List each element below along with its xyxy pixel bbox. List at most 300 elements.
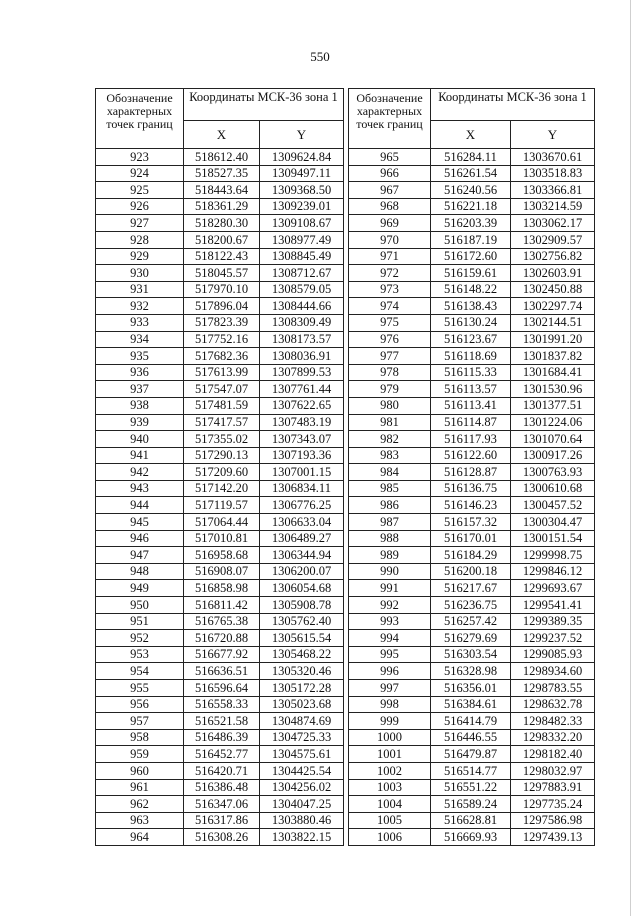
point-number-cell: 977 [349, 348, 431, 365]
table-row [96, 597, 344, 614]
x-coordinate-cell: 516479.87 [431, 746, 511, 763]
table-row [349, 348, 595, 365]
table-row [349, 397, 595, 414]
x-coordinate-cell: 516303.54 [431, 646, 511, 663]
x-coordinate-cell: 517064.44 [184, 514, 260, 531]
x-coordinate-cell: 516221.18 [431, 198, 511, 215]
table-row [349, 729, 595, 746]
point-number-cell: 954 [96, 663, 184, 680]
y-coordinate-cell: 1301070.64 [511, 431, 595, 448]
x-coordinate-cell: 516720.88 [184, 630, 260, 647]
x-coordinate-cell: 517481.59 [184, 397, 260, 414]
x-coordinate-cell: 517355.02 [184, 431, 260, 448]
table-row [349, 414, 595, 431]
point-number-cell: 956 [96, 696, 184, 713]
x-coordinate-cell: 516386.48 [184, 779, 260, 796]
point-number-cell: 990 [349, 563, 431, 580]
table-row [349, 198, 595, 215]
point-number-cell: 1000 [349, 729, 431, 746]
table-row [96, 314, 344, 331]
point-column-header: Обозначение характерных точек границ [349, 89, 431, 149]
table-row [349, 713, 595, 730]
point-number-cell: 1006 [349, 829, 431, 846]
x-coordinate-cell: 516113.57 [431, 381, 511, 398]
y-coordinate-cell: 1307193.36 [260, 447, 344, 464]
table-row [349, 381, 595, 398]
point-number-cell: 969 [349, 215, 431, 232]
point-number-cell: 937 [96, 381, 184, 398]
x-coordinate-cell: 516317.86 [184, 812, 260, 829]
point-number-cell: 962 [96, 796, 184, 813]
table-row [96, 198, 344, 215]
x-column-header: X [184, 121, 260, 149]
y-coordinate-cell: 1302909.57 [511, 231, 595, 248]
point-number-cell: 936 [96, 364, 184, 381]
y-coordinate-cell: 1303822.15 [260, 829, 344, 846]
table-row [349, 796, 595, 813]
table-row [96, 514, 344, 531]
table-row [349, 663, 595, 680]
y-coordinate-cell: 1304425.54 [260, 762, 344, 779]
y-coordinate-cell: 1300763.93 [511, 464, 595, 481]
point-number-cell: 948 [96, 563, 184, 580]
y-coordinate-cell: 1303366.81 [511, 182, 595, 199]
y-coordinate-cell: 1304874.69 [260, 713, 344, 730]
table-row [96, 713, 344, 730]
y-coordinate-cell: 1302297.74 [511, 298, 595, 315]
table-row [349, 580, 595, 597]
y-coordinate-cell: 1302144.51 [511, 314, 595, 331]
table-row [96, 530, 344, 547]
table-row [349, 812, 595, 829]
y-coordinate-cell: 1308309.49 [260, 314, 344, 331]
y-coordinate-cell: 1306633.04 [260, 514, 344, 531]
point-number-cell: 955 [96, 680, 184, 697]
table-row [96, 149, 344, 166]
table-row [96, 431, 344, 448]
table-row [96, 348, 344, 365]
x-coordinate-cell: 516279.69 [431, 630, 511, 647]
point-number-cell: 958 [96, 729, 184, 746]
y-coordinate-cell: 1305320.46 [260, 663, 344, 680]
point-number-cell: 997 [349, 680, 431, 697]
point-number-cell: 933 [96, 314, 184, 331]
y-column-header: Y [511, 121, 595, 149]
x-column-header: X [431, 121, 511, 149]
coordinates-table-right [348, 88, 595, 846]
y-coordinate-cell: 1306834.11 [260, 480, 344, 497]
y-coordinate-cell: 1309108.67 [260, 215, 344, 232]
table-row [349, 314, 595, 331]
y-coordinate-cell: 1303214.59 [511, 198, 595, 215]
table-row [96, 464, 344, 481]
point-number-cell: 932 [96, 298, 184, 315]
table-row [96, 646, 344, 663]
point-number-cell: 998 [349, 696, 431, 713]
point-number-cell: 966 [349, 165, 431, 182]
page-edge-line [630, 0, 631, 916]
x-coordinate-cell: 516958.68 [184, 547, 260, 564]
point-number-cell: 935 [96, 348, 184, 365]
y-coordinate-cell: 1305172.28 [260, 680, 344, 697]
y-coordinate-cell: 1301837.82 [511, 348, 595, 365]
x-coordinate-cell: 516558.33 [184, 696, 260, 713]
point-number-cell: 951 [96, 613, 184, 630]
x-coordinate-cell: 516115.33 [431, 364, 511, 381]
y-coordinate-cell: 1304575.61 [260, 746, 344, 763]
y-coordinate-cell: 1306200.07 [260, 563, 344, 580]
table-row [96, 729, 344, 746]
y-coordinate-cell: 1304256.02 [260, 779, 344, 796]
y-coordinate-cell: 1307761.44 [260, 381, 344, 398]
y-coordinate-cell: 1300457.52 [511, 497, 595, 514]
point-number-cell: 940 [96, 431, 184, 448]
table-row [349, 431, 595, 448]
table-row [349, 597, 595, 614]
point-number-cell: 976 [349, 331, 431, 348]
x-coordinate-cell: 516284.11 [431, 149, 511, 166]
point-number-cell: 939 [96, 414, 184, 431]
coordinates-header: Координаты МСК-36 зона 1 [184, 89, 344, 121]
table-row [96, 265, 344, 282]
x-coordinate-cell: 516858.98 [184, 580, 260, 597]
x-coordinate-cell: 517119.57 [184, 497, 260, 514]
x-coordinate-cell: 516677.92 [184, 646, 260, 663]
point-number-cell: 999 [349, 713, 431, 730]
point-number-cell: 942 [96, 464, 184, 481]
y-coordinate-cell: 1299237.52 [511, 630, 595, 647]
table-row [96, 563, 344, 580]
x-coordinate-cell: 516669.93 [431, 829, 511, 846]
table-row [349, 298, 595, 315]
x-coordinate-cell: 516122.60 [431, 447, 511, 464]
table-row [96, 364, 344, 381]
y-coordinate-cell: 1305762.40 [260, 613, 344, 630]
x-coordinate-cell: 516589.24 [431, 796, 511, 813]
point-number-cell: 1003 [349, 779, 431, 796]
x-coordinate-cell: 516308.26 [184, 829, 260, 846]
x-coordinate-cell: 518122.43 [184, 248, 260, 265]
y-coordinate-cell: 1308712.67 [260, 265, 344, 282]
point-number-cell: 989 [349, 547, 431, 564]
point-number-cell: 934 [96, 331, 184, 348]
table-row [349, 530, 595, 547]
x-coordinate-cell: 516514.77 [431, 762, 511, 779]
x-coordinate-cell: 516113.41 [431, 397, 511, 414]
x-coordinate-cell: 516172.60 [431, 248, 511, 265]
point-number-cell: 987 [349, 514, 431, 531]
point-number-cell: 959 [96, 746, 184, 763]
x-coordinate-cell: 517290.13 [184, 447, 260, 464]
y-coordinate-cell: 1298182.40 [511, 746, 595, 763]
table-row [96, 812, 344, 829]
point-number-cell: 985 [349, 480, 431, 497]
point-number-cell: 984 [349, 464, 431, 481]
y-coordinate-cell: 1308845.49 [260, 248, 344, 265]
y-coordinate-cell: 1306489.27 [260, 530, 344, 547]
table-row [96, 447, 344, 464]
table-row [96, 580, 344, 597]
y-coordinate-cell: 1298482.33 [511, 713, 595, 730]
y-coordinate-cell: 1297735.24 [511, 796, 595, 813]
x-coordinate-cell: 516420.71 [184, 762, 260, 779]
point-number-cell: 981 [349, 414, 431, 431]
point-number-cell: 982 [349, 431, 431, 448]
y-coordinate-cell: 1298032.97 [511, 762, 595, 779]
point-number-cell: 995 [349, 646, 431, 663]
x-coordinate-cell: 516157.32 [431, 514, 511, 531]
x-coordinate-cell: 516356.01 [431, 680, 511, 697]
coordinates-header: Координаты МСК-36 зона 1 [431, 89, 595, 121]
point-number-cell: 971 [349, 248, 431, 265]
point-number-cell: 961 [96, 779, 184, 796]
table-row [349, 447, 595, 464]
y-coordinate-cell: 1307483.19 [260, 414, 344, 431]
x-coordinate-cell: 516414.79 [431, 713, 511, 730]
table-row [96, 231, 344, 248]
point-number-cell: 993 [349, 613, 431, 630]
x-coordinate-cell: 516257.42 [431, 613, 511, 630]
x-coordinate-cell: 516347.06 [184, 796, 260, 813]
x-coordinate-cell: 517682.36 [184, 348, 260, 365]
x-coordinate-cell: 518527.35 [184, 165, 260, 182]
table-row [96, 281, 344, 298]
table-row [349, 563, 595, 580]
table-row [349, 514, 595, 531]
table-row [96, 182, 344, 199]
x-coordinate-cell: 516811.42 [184, 597, 260, 614]
x-coordinate-cell: 517823.39 [184, 314, 260, 331]
y-coordinate-cell: 1302603.91 [511, 265, 595, 282]
point-number-cell: 960 [96, 762, 184, 779]
point-number-cell: 947 [96, 547, 184, 564]
y-coordinate-cell: 1303880.46 [260, 812, 344, 829]
x-coordinate-cell: 516765.38 [184, 613, 260, 630]
y-coordinate-cell: 1307622.65 [260, 397, 344, 414]
table-row [96, 165, 344, 182]
point-number-cell: 943 [96, 480, 184, 497]
x-coordinate-cell: 516446.55 [431, 729, 511, 746]
point-number-cell: 983 [349, 447, 431, 464]
x-coordinate-cell: 516118.69 [431, 348, 511, 365]
x-coordinate-cell: 516908.07 [184, 563, 260, 580]
point-number-cell: 931 [96, 281, 184, 298]
x-coordinate-cell: 518280.30 [184, 215, 260, 232]
y-coordinate-cell: 1307899.53 [260, 364, 344, 381]
point-number-cell: 968 [349, 198, 431, 215]
y-coordinate-cell: 1306344.94 [260, 547, 344, 564]
table-row [349, 696, 595, 713]
point-number-cell: 967 [349, 182, 431, 199]
coordinates-table-left [95, 88, 344, 846]
table-row [96, 215, 344, 232]
y-coordinate-cell: 1298783.55 [511, 680, 595, 697]
table-row [96, 480, 344, 497]
x-coordinate-cell: 518200.67 [184, 231, 260, 248]
x-coordinate-cell: 516628.81 [431, 812, 511, 829]
table-row [349, 497, 595, 514]
point-number-cell: 941 [96, 447, 184, 464]
point-number-cell: 992 [349, 597, 431, 614]
point-number-cell: 946 [96, 530, 184, 547]
y-coordinate-cell: 1299085.93 [511, 646, 595, 663]
y-coordinate-cell: 1301991.20 [511, 331, 595, 348]
table-row [349, 746, 595, 763]
x-coordinate-cell: 517970.10 [184, 281, 260, 298]
point-number-cell: 991 [349, 580, 431, 597]
y-coordinate-cell: 1300610.68 [511, 480, 595, 497]
point-number-cell: 949 [96, 580, 184, 597]
table-row [96, 696, 344, 713]
point-number-cell: 928 [96, 231, 184, 248]
x-coordinate-cell: 516384.61 [431, 696, 511, 713]
y-coordinate-cell: 1297586.98 [511, 812, 595, 829]
point-number-cell: 957 [96, 713, 184, 730]
point-number-cell: 978 [349, 364, 431, 381]
x-coordinate-cell: 516187.19 [431, 231, 511, 248]
y-coordinate-cell: 1301530.96 [511, 381, 595, 398]
table-row [349, 646, 595, 663]
x-coordinate-cell: 517142.20 [184, 480, 260, 497]
point-column-header: Обозначение характерных точек границ [96, 89, 184, 149]
x-coordinate-cell: 516236.75 [431, 597, 511, 614]
point-number-cell: 963 [96, 812, 184, 829]
point-number-cell: 929 [96, 248, 184, 265]
x-coordinate-cell: 518361.29 [184, 198, 260, 215]
table-row [349, 364, 595, 381]
point-number-cell: 964 [96, 829, 184, 846]
table-row [96, 497, 344, 514]
point-number-cell: 994 [349, 630, 431, 647]
y-coordinate-cell: 1308173.57 [260, 331, 344, 348]
x-coordinate-cell: 516452.77 [184, 746, 260, 763]
x-coordinate-cell: 517010.81 [184, 530, 260, 547]
point-number-cell: 925 [96, 182, 184, 199]
point-number-cell: 1004 [349, 796, 431, 813]
point-number-cell: 979 [349, 381, 431, 398]
table-row [349, 149, 595, 166]
table-row [349, 248, 595, 265]
y-coordinate-cell: 1308579.05 [260, 281, 344, 298]
x-coordinate-cell: 516240.56 [431, 182, 511, 199]
table-row [96, 381, 344, 398]
x-coordinate-cell: 516486.39 [184, 729, 260, 746]
x-coordinate-cell: 516123.67 [431, 331, 511, 348]
table-row [349, 613, 595, 630]
page-number: 550 [310, 49, 330, 64]
x-coordinate-cell: 516521.58 [184, 713, 260, 730]
point-number-cell: 970 [349, 231, 431, 248]
point-number-cell: 973 [349, 281, 431, 298]
y-coordinate-cell: 1304725.33 [260, 729, 344, 746]
y-coordinate-cell: 1304047.25 [260, 796, 344, 813]
y-coordinate-cell: 1309368.50 [260, 182, 344, 199]
point-number-cell: 952 [96, 630, 184, 647]
y-coordinate-cell: 1307001.15 [260, 464, 344, 481]
point-number-cell: 974 [349, 298, 431, 315]
table-row [96, 746, 344, 763]
point-number-cell: 980 [349, 397, 431, 414]
point-number-cell: 975 [349, 314, 431, 331]
y-coordinate-cell: 1299846.12 [511, 563, 595, 580]
x-coordinate-cell: 516159.61 [431, 265, 511, 282]
y-coordinate-cell: 1308444.66 [260, 298, 344, 315]
x-coordinate-cell: 516200.18 [431, 563, 511, 580]
table-row [349, 547, 595, 564]
x-coordinate-cell: 517896.04 [184, 298, 260, 315]
y-coordinate-cell: 1301377.51 [511, 397, 595, 414]
point-number-cell: 945 [96, 514, 184, 531]
y-coordinate-cell: 1309239.01 [260, 198, 344, 215]
table-row [96, 248, 344, 265]
table-row [349, 281, 595, 298]
point-number-cell: 996 [349, 663, 431, 680]
table-row [96, 547, 344, 564]
table-row [96, 298, 344, 315]
y-coordinate-cell: 1305023.68 [260, 696, 344, 713]
table-row [349, 779, 595, 796]
y-coordinate-cell: 1302756.82 [511, 248, 595, 265]
x-coordinate-cell: 516128.87 [431, 464, 511, 481]
table-row [96, 397, 344, 414]
table-row [349, 165, 595, 182]
y-coordinate-cell: 1306054.68 [260, 580, 344, 597]
y-coordinate-cell: 1301224.06 [511, 414, 595, 431]
y-coordinate-cell: 1305468.22 [260, 646, 344, 663]
table-row [349, 231, 595, 248]
table-row [349, 630, 595, 647]
y-coordinate-cell: 1301684.41 [511, 364, 595, 381]
table-row [96, 630, 344, 647]
table-row [349, 762, 595, 779]
y-coordinate-cell: 1309497.11 [260, 165, 344, 182]
y-coordinate-cell: 1303670.61 [511, 149, 595, 166]
table-row [96, 613, 344, 630]
y-coordinate-cell: 1299389.35 [511, 613, 595, 630]
y-coordinate-cell: 1300151.54 [511, 530, 595, 547]
y-coordinate-cell: 1302450.88 [511, 281, 595, 298]
point-number-cell: 1001 [349, 746, 431, 763]
y-coordinate-cell: 1300917.26 [511, 447, 595, 464]
y-coordinate-cell: 1303518.83 [511, 165, 595, 182]
table-row [349, 480, 595, 497]
x-coordinate-cell: 518443.64 [184, 182, 260, 199]
point-number-cell: 950 [96, 597, 184, 614]
y-coordinate-cell: 1299693.67 [511, 580, 595, 597]
x-coordinate-cell: 516203.39 [431, 215, 511, 232]
point-number-cell: 986 [349, 497, 431, 514]
x-coordinate-cell: 518045.57 [184, 265, 260, 282]
x-coordinate-cell: 516146.23 [431, 497, 511, 514]
y-coordinate-cell: 1309624.84 [260, 149, 344, 166]
y-coordinate-cell: 1303062.17 [511, 215, 595, 232]
point-number-cell: 927 [96, 215, 184, 232]
x-coordinate-cell: 516261.54 [431, 165, 511, 182]
table-row [349, 680, 595, 697]
x-coordinate-cell: 517752.16 [184, 331, 260, 348]
table-row [349, 215, 595, 232]
table-row [349, 182, 595, 199]
x-coordinate-cell: 516117.93 [431, 431, 511, 448]
point-number-cell: 938 [96, 397, 184, 414]
x-coordinate-cell: 516596.64 [184, 680, 260, 697]
table-row [96, 829, 344, 846]
y-coordinate-cell: 1305908.78 [260, 597, 344, 614]
point-number-cell: 930 [96, 265, 184, 282]
table-row [349, 464, 595, 481]
point-number-cell: 1002 [349, 762, 431, 779]
y-coordinate-cell: 1298332.20 [511, 729, 595, 746]
